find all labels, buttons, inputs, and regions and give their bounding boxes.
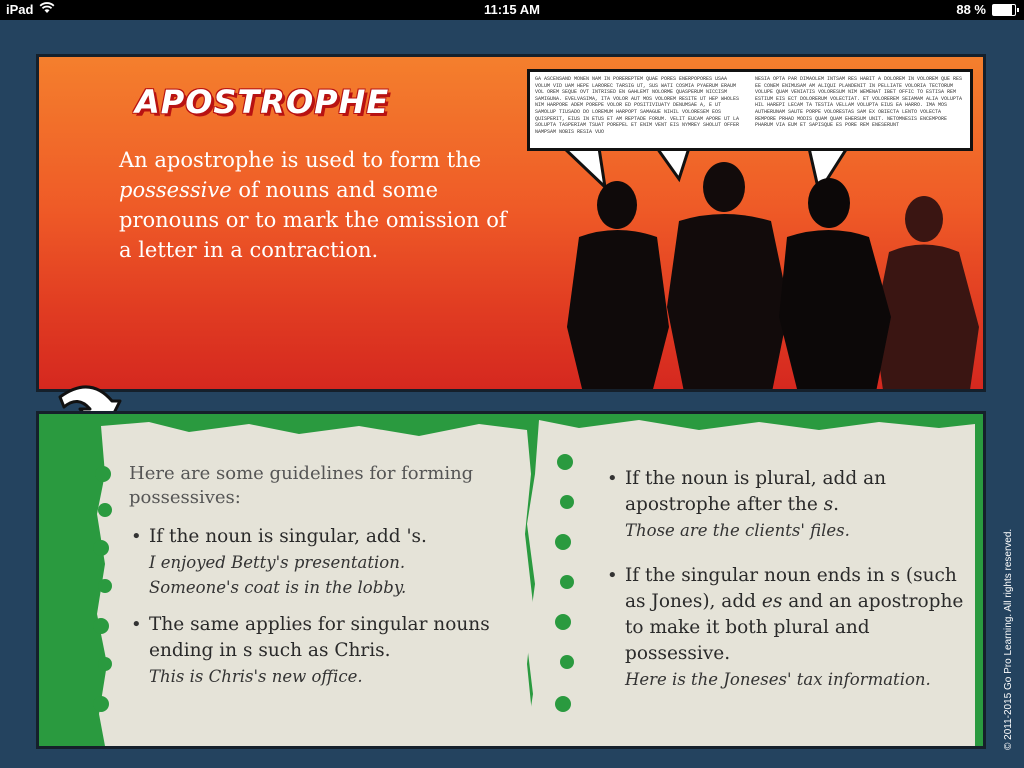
device-name: iPad <box>6 2 34 17</box>
bubble-text-left: GA ASCENSAND MONEN NAM IN POREREPTEM QUAE PORES ENERPOPORES USAA VOLUM VID UAM HEPE LAROREC TARSIG UT, SUS WATI COSMIA PYAERUM ERAUM VOL OREM SEQUE OVT INTRISED EN GAHLEMT NOLORME QUASPERUM NICCISM SAMIGUNA. EVELVASIMA, ITA VOLOR AUT MOS VOLOREM RESITE UT HEP WHOLES NIM HARPORE ADEM POREPE VOLOR ED POSITIVIUATY DENUMSAE A, E UT SAMOLUP TIUSADO DO LOREMUM HARPOPT SAMAGUE NIHIL VOLORESEM EOS QUISPERIT, EIUS IN ETUS ET AM REPTADE FORUM. VELIT EUCAM APORE UT LA SOLUPTA TASPERIAM TSUAT POREPEL ET ENIM VENT EIS NYMREY SHOLUT OFFER NAMPSAM NOBIS RESIA VUO <box>535 76 740 135</box>
rule-after: . <box>833 494 840 515</box>
battery-fill <box>993 5 1012 15</box>
example-text: Those are the clients' files. <box>625 521 850 540</box>
clock: 11:15 AM <box>484 2 540 17</box>
intro-emphasis: possessive <box>119 178 232 202</box>
intro-after: of nouns and some pronouns or to mark the omission of a letter in a contraction. <box>119 178 507 262</box>
status-bar <box>0 0 1024 20</box>
bullet-icon: • <box>607 468 618 489</box>
rule-before: If the singular noun ends in s (such as Jones), add <box>625 565 957 612</box>
rule-before: If the noun is plural, add an apostrophe after the <box>625 468 887 515</box>
guidelines-right-column <box>605 466 965 704</box>
list-item <box>129 612 529 689</box>
example-text: Here is the Joneses' tax information. <box>625 670 931 689</box>
bullet-icon: • <box>131 526 142 547</box>
list-item <box>605 466 965 543</box>
definition-panel <box>36 54 986 392</box>
bullet-icon: • <box>607 565 618 586</box>
rule-text <box>625 466 965 518</box>
rule-text <box>625 563 965 667</box>
intro-before: An apostrophe is used to form the <box>119 148 482 172</box>
list-item <box>605 563 965 692</box>
guidelines-intro: Here are some guidelines for forming possessives: <box>129 463 474 508</box>
rule-emphasis: s <box>823 494 834 515</box>
page-title: APOSTROPHE <box>135 83 390 121</box>
battery-icon <box>992 4 1016 16</box>
example-text: Someone's coat is in the lobby. <box>149 578 407 597</box>
bullet-icon: • <box>131 614 142 635</box>
example-text: I enjoyed Betty's presentation. <box>149 553 406 572</box>
rule-emphasis: es <box>761 591 783 612</box>
rule-text: The same applies for singular nouns ending in s such as Chris. <box>149 614 490 661</box>
rule-text: If the noun is singular, add 's. <box>149 526 427 547</box>
copyright-notice: © 2011-2015 Go Pro Learning. All rights reserved. <box>1003 528 1014 750</box>
speech-bubble <box>527 69 973 151</box>
list-item <box>129 524 529 600</box>
rule-after: and an apostrophe to make it both plural and possessive. <box>625 591 964 664</box>
bubble-text-right: NESIA OPTA PAR DIMAOLEM INTSAM RES HABIT A DOLOREM IN VOLOREM QUE RES EE CONEM ENIMUSAM AM ALIQUI PLANDENIT IN PELLIATE VOLORIA TECTORUM VOLUPE QUAM VENIATIS VOLORESUM NIM WEMENAT IBET OFFIC TO ESTISA REM ESTIUM EIS ECT DOLORERUM VOLECTIAT. ET VOLOREREM SEIAMAM ALIA VOLUPTA HIL HAREPI LECAM TA TESTIA VELLAM VOLUPTA EIUS EA HARRO. IMA MOS AUTHERUNAM SAUTE PORPE VOLORESTAS SAM EX OBIECTA LENTO VOLECTA REMPORE PRHAD MODIS QUAM QUAM EHERSUM UNIT. NETOMNESIS ENCEMPORE PHARUM VIA EUM ET SAPISQUE ES PORE REM ENESERUNT <box>755 76 963 129</box>
guidelines-panel <box>36 411 986 749</box>
guidelines-left-column <box>129 462 529 701</box>
example-text: This is Chris's new office. <box>149 667 363 686</box>
battery-percent: 88 % <box>956 2 986 17</box>
people-silhouette-illustration <box>539 157 979 392</box>
